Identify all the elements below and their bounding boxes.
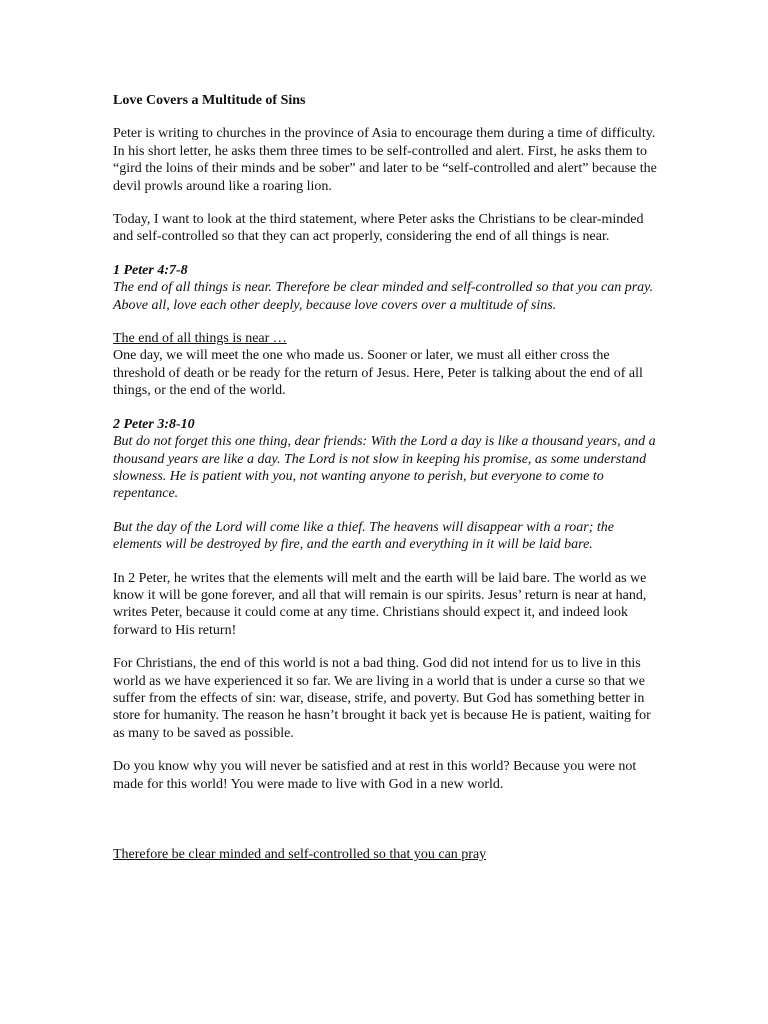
blank-space xyxy=(113,809,658,846)
today-paragraph: Today, I want to look at the third statement, where Peter asks the Christians to be clear-minded and self-controlled so that they can act properly, considering the end of all things is near. xyxy=(113,212,644,245)
one-day-paragraph: One day, we will meet the one who made us. Sooner or later, we must all either cross the threshold of death or be ready for the return of Jesus. Here, Peter is talking about the end of all things, or the end of the world. xyxy=(113,348,643,399)
section-heading-1: The end of all things is near … xyxy=(113,331,287,347)
section-heading-2: Therefore be clear minded and self-controlled so that you can pray xyxy=(113,847,487,862)
scripture-reference-1: 1 Peter 4:7-8 xyxy=(113,262,188,278)
scripture-verse-1: The end of all things is near. Therefore be clear minded and self-controlled so that you can pray. Above all, love each other deeply, because love covers over a multitude of sins. xyxy=(113,280,654,313)
end-of-all-things-section xyxy=(113,330,658,400)
scripture-block-1 xyxy=(113,262,658,314)
question-paragraph: Do you know why you will never be satisfied and at rest in this world? Because you were not made for this world! You were made to live with God in a new world. xyxy=(113,759,637,792)
scripture-verse-2: But do not forget this one thing, dear friends: With the Lord a day is like a thousand years, and a thousand years are like a day. The Lord is not slow in keeping his promise, as some understand slowness. He is patient with you, not wanting anyone to perish, but everyone to come to repentance. xyxy=(113,434,656,502)
document-page xyxy=(113,92,658,879)
scripture-verse-3: But the day of the Lord will come like a thief. The heavens will disappear with a roar; the elements will be destroyed by fire, and the earth and everything in it will be laid bare. xyxy=(113,519,614,553)
document-title: Love Covers a Multitude of Sins xyxy=(113,93,306,108)
second-peter-paragraph: In 2 Peter, he writes that the elements will melt and the earth will be laid bare. The world as we know it will be gone forever, and all that will remain is our spirits. Jesus’ return is near at hand, writes Peter, because it could come at any time. Christians should expect it, and indeed look forward to His return! xyxy=(113,570,647,638)
scripture-block-2 xyxy=(113,416,658,503)
christians-paragraph: For Christians, the end of this world is not a bad thing. God did not intend for us to live in this world as we have experienced it so far. We are living in a world that is under a curse so that we suffer from the effects of sin: war, disease, strife, and poverty. But God has something better in store for humanity. The reason he hasn’t brought it back yet is because He is patient, waiting for as many to be saved as possible. xyxy=(113,656,651,741)
scripture-reference-2: 2 Peter 3:8-10 xyxy=(113,416,195,432)
intro-paragraph: Peter is writing to churches in the province of Asia to encourage them during a time of difficulty. In his short letter, he asks them three times to be self-controlled and alert. First, he asks them to “gird the loins of their minds and be sober” and later to be “self-controlled and alert” because the devil prowls around like a roaring lion. xyxy=(113,126,657,194)
